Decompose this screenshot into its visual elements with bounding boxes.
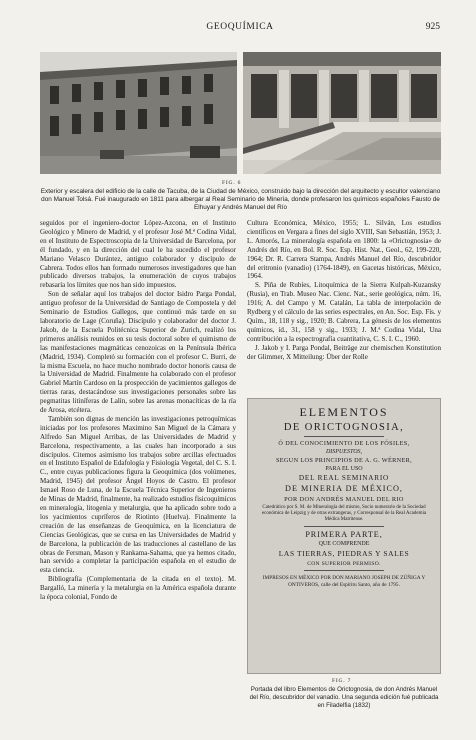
paragraph: seguidos por el ingeniero-doctor López-Azcona, en el Instituto Geológico y Minero de Madrid, y el profesor José M.ª Codina Vidal, en el Instituto de Espectroscopia de la Universidad de Barcelona, por él fundado, y en la dirección del cual le ha sucedido el profesor Mariano Velasco Durántez, antiguo colaborador y discípulo de Cabrera. Todos ellos han formado numerosos investigadores que han publicado diversos trabajos, la enumeración de cuyos trabajos rebasaría los límites que nos han sido impuestos.: [40, 219, 236, 290]
book-line: QUE COMPRENDE: [318, 541, 370, 547]
book-line: DE ORICTOGNOSIA,: [283, 422, 405, 433]
book-line: DE MINERIA DE MÉXICO,: [285, 484, 403, 493]
paragraph: Cultura Económica, México, 1955; L. Silván, Los estudios científicos en Vergara a fines del siglo XVIII, San Sebastián, 1953; J. L. Amorós, La mineralogía española en 1800: la «Orictognosia» de Andrés del Río, en Bol. R. Soc. Esp. Hist. Nat., Geol., 62, 199-220, 1964; Dr. R. Carrera Stampa, Andrés Manuel del Río, descubridor del eritronio (vanadio) (1764-1849), en Gacetas históricas, México, 1964.: [247, 219, 441, 281]
book-line: IMPRESOS EN MÉXICO POR DON MARIANO JOSEPH DE ZÚÑIGA Y ONTIVEROS, calle del Espíritu Santo, año de 1795.: [262, 575, 426, 588]
book-line: DISPUESTOS,: [325, 449, 363, 455]
book-line: CON SUPERIOR PERMISO.: [307, 561, 381, 567]
figure-7-caption: Portada del libro Elementos de Orictognosia, de don Andrés Manuel del Río, descubridor del vanadio. Una segunda edición fué publicada en Filadelfia (1832): [249, 686, 439, 709]
book-title-page: [247, 398, 441, 674]
left-text-column: [40, 219, 236, 697]
figure-6-caption: Exterior y escalera del edificio de la calle de Tacuba, de la Ciudad de México, construido bajo la dirección del arquitecto y escultor valenciano don Manuel Tolsá. Fué inaugurado en 1811 para albergar al Real Seminario de Minería, donde profesaron los químicos españoles Fausto de Elhuyar y Andrés Manuel del Río: [40, 188, 441, 212]
book-line: SEGUN LOS PRINCIPIOS DE A. G. WÉRNER,: [275, 457, 413, 464]
book-line: LAS TIERRAS, PIEDRAS Y SALES: [278, 549, 410, 558]
running-title: GEOQUÍMICA: [206, 22, 274, 32]
book-line: DEL REAL SEMINARIO: [298, 474, 390, 482]
staircase-courtyard-photo: [243, 52, 441, 174]
divider: [304, 526, 384, 527]
book-line: PRIMERA PARTE,: [305, 530, 383, 539]
book-line: Ó DEL CONOCIMIENTO DE LOS FÓSILES,: [278, 440, 410, 447]
paragraph: Son de señalar aquí los trabajos del doctor Isidro Parga Pondal, antiguo profesor de la Universidad de Santiago de Compostela y del Seminario de Estudios Gallegos, que continuó más tarde en su laboratorio de Lage (Coruña). Discípulo y colaborador del doctor J. Jakob, de la Escuela Politécnica Superior de Zurich, realizó los primeros análisis reunidos en su tesis doctoral sobre el quimismo de las manifestaciones magmáticas cenozoicas en la Península Ibérica (Madrid, 1934). Completó su formación con el profesor C. Burri, de la misma Escuela, no hace mucho nombrado doctor honoris causa de la Universidad de Madrid. Finalmente ha colaborado con el profesor Gabriel Martín Cardoso en la prospección de yacimientos gallegos de tierras raras, destacándose sus investigaciones personales sobre las pegmatitas litiníferas de Lalín, sobre las arenas monacíticas de la ría de Arosa, etcétera.: [40, 290, 236, 415]
divider: [304, 570, 384, 571]
paragraph: S. Piña de Rubíes, Litoquímica de la Sierra Kulpah-Kuzansky (Rusia), en Trab. Museo Nac. Cienc. Nat., serie geológica, núm. 16, 1916; A. del Campo y M. Catalán, La tabla de interpolación de Rydberg y el cálculo de las series espectrales, en An. Soc. Esp. Fís. y Quím., 18, 118 y sig., 1920; B. Cabrera, La génesis de los elementos químicos, íd., 31, 158 y sig., 1933; J. M.ª Codina Vidal, Una contribución a la espectrografía cuantitativa, C. S. I. C., 1960.: [247, 281, 441, 343]
paragraph: También son dignas de mención las investigaciones petroquímicas iniciadas por los profesores Maximino San Miguel de la Cámara y Alfredo San Miguel Arribas, de las Universidades de Madrid y Barcelona, respectivamente, a las cuales han incorporado a sus discípulos. Citemos asimismo los trabajos sobre arcillas efectuados en el Instituto Español de Edafología y Fisiología Vegetal, del C. S. I. C., entre cuyas publicaciones figura la Geoquímica (dos volúmenes, Madrid, 1945) del profesor Ángel Hoyos de Castro. El profesor Ismael Roso de Luna, de la Escuela Técnica Superior de Ingenieros de Minas de Madrid, finalmente, ha realizado estudios fisicoquímicos en mineralogía, litogenia y metalurgia, que ha aplicado sobre todo a los yacimientos cupríferos de Riotinto (Huelva). Finalmente la creación de las enseñanzas de Geoquímica, en la licenciatura de Ciencias Geológicas, que se cursa en las Universidades de Madrid y de Barcelona, la publicación de las traducciones al castellano de las obras de Fersman, Mason y Rankama-Sahama, que ya hemos citado, han servido a completar la participación española en el estudio de esta ciencia.: [40, 414, 236, 575]
divider: [304, 436, 384, 437]
page-number: 925: [425, 22, 440, 32]
figure-6-label: FIG. 6: [222, 180, 242, 186]
book-line: Catedrático por S. M. de Mineralogía del mismo, Socio numerario de la Sociedad económica de Leipzig y de otras extrangeras, y Corresponsal de la Real Academia Médica Matritense.: [261, 505, 427, 522]
building-exterior-photo: [40, 52, 237, 174]
book-line: POR DON ANDRÉS MANUEL DEL RIO: [284, 496, 404, 503]
paragraph: J. Jakob y I. Parga Pondal, Beiträge zur chemischen Konstitution der Glimmer, X Mitteilung: Über der Rolle: [247, 343, 441, 361]
running-header: [40, 22, 440, 36]
book-line: ELEMENTOS: [299, 405, 389, 419]
book-line: PARA EL USO: [325, 466, 363, 472]
paragraph: Bibliografía (Complementaria de la citada en el texto). M. Bargalló, La minería y la metalurgia en la América española durante la época colonial, Fondo de: [40, 575, 236, 602]
right-text-column: [247, 219, 441, 394]
figure-7-label: FIG. 7: [332, 678, 352, 684]
